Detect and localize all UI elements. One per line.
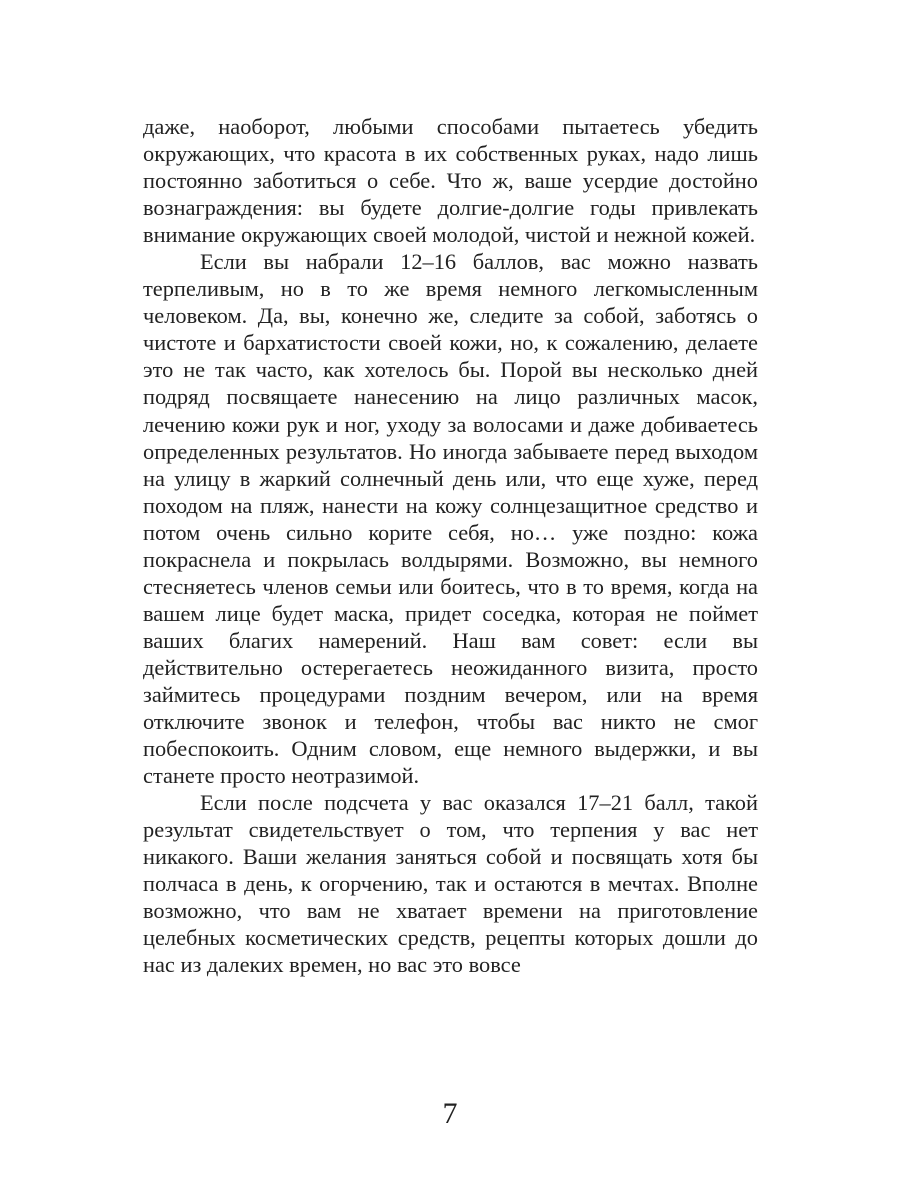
body-text (143, 113, 758, 979)
paragraph-continuation: даже, наоборот, любыми способами пытаетесь убедить окружающих, что красота в их собственных руках, надо лишь постоянно заботиться о себе. Что ж, ваше усердие достойно вознаграждения: вы будете долгие-долгие годы привлекать внимание окружающих своей молодой, чистой и нежной кожей. (143, 114, 758, 248)
paragraph-score-12-16: Если вы набрали 12–16 баллов, вас можно назвать терпеливым, но в то же время немного легкомысленным человеком. Да, вы, конечно же, следите за собой, заботясь о чистоте и бархатистости своей кожи, но, к сожалению, делаете это не так часто, как хотелось бы. Порой вы несколько дней подряд посвящаете нанесению на лицо различных масок, лечению кожи рук и ног, уходу за волосами и даже добиваетесь определенных результатов. Но иногда забываете перед выходом на улицу в жаркий солнечный день или, что еще хуже, перед походом на пляж, нанести на кожу солнцезащитное средство и потом очень сильно корите себя, но… уже поздно: кожа покраснела и покрылась волдырями. Возможно, вы немного стесняетесь членов семьи или боитесь, что в то время, когда на вашем лице будет маска, придет соседка, которая не поймет ваших благих намерений. Наш вам совет: если вы действительно остерегаетесь неожиданного визита, просто займитесь процедурами поздним вечером, или на время отключите звонок и телефон, чтобы вас никто не смог побеспокоить. Одним словом, еще немного выдержки, и вы станете просто неотразимой. (143, 249, 758, 789)
page-number: 7 (442, 1097, 458, 1130)
paragraph-score-17-21: Если после подсчета у вас оказался 17–21 балл, такой результат свидетельствует о том, что терпения у вас нет никакого. Ваши желания заняться собой и посвящать хотя бы полчаса в день, к огорчению, так и остаются в мечтах. Вполне возможно, что вам не хватает времени на приготовление целебных косметических средств, рецепты которых дошли до нас из далеких времен, но вас это вовсе (143, 790, 758, 978)
